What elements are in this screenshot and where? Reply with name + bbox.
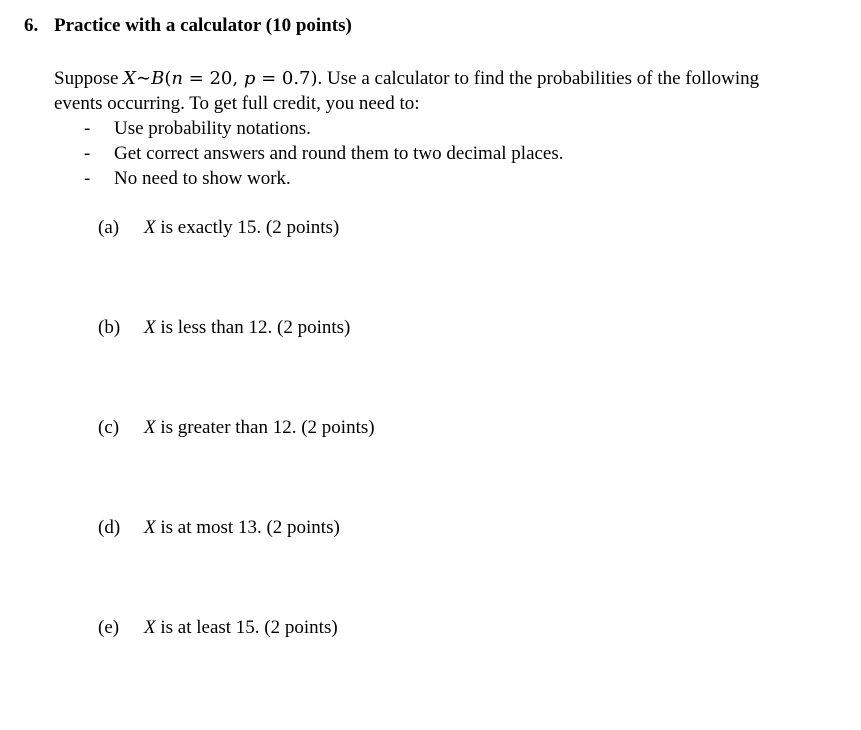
math-var-n: n bbox=[171, 68, 183, 89]
part-d-text bbox=[144, 517, 340, 539]
part-c-label: (c) bbox=[98, 417, 120, 438]
math-n-value: = 20, bbox=[182, 68, 244, 89]
math-p-value: = 0.7) bbox=[255, 68, 318, 89]
math-open-paren: ( bbox=[164, 68, 172, 89]
intro-line-2: events occurring. To get full credit, you need to: bbox=[54, 93, 420, 114]
requirement-item: Use probability notations. bbox=[114, 118, 311, 139]
part-a-label: (a) bbox=[98, 217, 120, 238]
part-c-text bbox=[144, 417, 375, 439]
math-binomial-letter: B bbox=[151, 68, 165, 89]
part-var: X bbox=[144, 217, 156, 238]
requirement-dash: - bbox=[84, 118, 91, 139]
part-e-text bbox=[144, 617, 338, 639]
part-description: is at least 15. (2 points) bbox=[155, 617, 338, 638]
intro-prefix: Suppose bbox=[54, 68, 124, 89]
intro-line-1 bbox=[54, 68, 759, 90]
part-description: is exactly 15. (2 points) bbox=[155, 217, 340, 238]
requirement-item: Get correct answers and round them to two decimal places. bbox=[114, 143, 564, 164]
part-b-label: (b) bbox=[98, 317, 121, 338]
part-a-text bbox=[144, 217, 339, 239]
question-title: Practice with a calculator (10 points) bbox=[54, 15, 352, 36]
part-var: X bbox=[144, 317, 156, 338]
math-tilde: ∼ bbox=[135, 68, 152, 89]
intro-suffix: . Use a calculator to find the probabilities of the following bbox=[317, 68, 760, 89]
part-d-label: (d) bbox=[98, 517, 121, 538]
part-var: X bbox=[144, 417, 156, 438]
part-var: X bbox=[144, 617, 156, 638]
question-number: 6. bbox=[24, 15, 39, 36]
requirement-item: No need to show work. bbox=[114, 168, 291, 189]
part-description: is greater than 12. (2 points) bbox=[155, 417, 375, 438]
requirement-dash: - bbox=[84, 143, 91, 164]
part-e-label: (e) bbox=[98, 617, 120, 638]
part-description: is less than 12. (2 points) bbox=[155, 317, 351, 338]
part-description: is at most 13. (2 points) bbox=[155, 517, 340, 538]
math-var-x: X bbox=[123, 68, 136, 89]
part-b-text bbox=[144, 317, 350, 339]
requirement-dash: - bbox=[84, 168, 91, 189]
distribution-expression bbox=[123, 68, 317, 89]
math-var-p: p bbox=[243, 68, 256, 89]
part-var: X bbox=[144, 517, 156, 538]
